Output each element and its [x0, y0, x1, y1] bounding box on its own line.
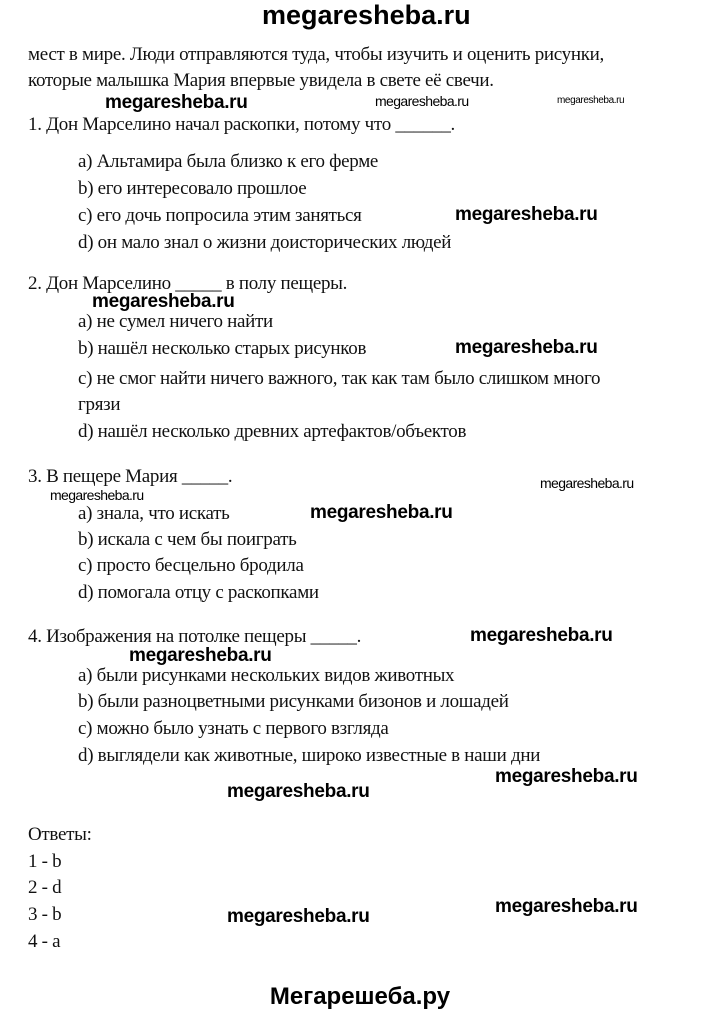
question-3: 3. В пещере Мария _____.: [28, 466, 233, 487]
option-1d: d) он мало знал о жизни доисторических людей: [78, 232, 452, 253]
answer-3: 3 - b: [28, 904, 62, 925]
intro-line: мест в мире. Люди отправляются туда, чтобы изучить и оценить рисунки,: [28, 44, 604, 65]
option-4b: b) были разноцветными рисунками бизонов и лошадей: [78, 691, 509, 712]
answer-1: 1 - b: [28, 851, 62, 872]
watermark: megaresheba.ru: [495, 766, 638, 787]
option-2c: c) не смог найти ничего важного, так как там было слишком много: [78, 368, 601, 389]
watermark: megaresheba.ru: [50, 487, 144, 503]
watermark: megaresheba.ru: [375, 93, 469, 109]
watermark: megaresheba.ru: [455, 204, 598, 225]
watermark: megaresheba.ru: [455, 337, 598, 358]
option-3d: d) помогала отцу с раскопками: [78, 582, 319, 603]
watermark: megaresheba.ru: [495, 896, 638, 917]
option-1c: c) его дочь попросила этим заняться: [78, 205, 362, 226]
option-4d: d) выглядели как животные, широко известные в наши дни: [78, 745, 541, 766]
option-3b: b) искала с чем бы поиграть: [78, 529, 297, 550]
watermark: megaresheba.ru: [227, 906, 370, 927]
intro-line: которые малышка Мария впервые увидела в свете её свечи.: [28, 70, 494, 91]
footer-title: Мегарешеба.ру: [269, 983, 451, 1010]
option-2a: a) не сумел ничего найти: [78, 311, 273, 332]
question-4: 4. Изображения на потолке пещеры _____.: [28, 626, 362, 647]
watermark: megaresheba.ru: [105, 92, 248, 113]
option-1b: b) его интересовало прошлое: [78, 178, 307, 199]
watermark: megaresheba.ru: [540, 475, 634, 491]
watermark: megaresheba.ru: [470, 625, 613, 646]
option-3c: c) просто бесцельно бродила: [78, 555, 304, 576]
watermark-header: megaresheba.ru: [262, 0, 471, 30]
watermark: megaresheba.ru: [557, 95, 625, 106]
watermark: megaresheba.ru: [227, 781, 370, 802]
watermark: megaresheba.ru: [129, 645, 272, 666]
option-2c-continued: грязи: [78, 394, 121, 415]
watermark: megaresheba.ru: [310, 502, 453, 523]
option-3a: a) знала, что искать: [78, 503, 230, 524]
option-2b: b) нашёл несколько старых рисунков: [78, 338, 367, 359]
answer-4: 4 - a: [28, 931, 61, 952]
question-2: 2. Дон Марселино _____ в полу пещеры.: [28, 273, 348, 294]
option-2d: d) нашёл несколько древних артефактов/объектов: [78, 421, 467, 442]
answer-2: 2 - d: [28, 877, 62, 898]
question-1: 1. Дон Марселино начал раскопки, потому что ______.: [28, 114, 455, 135]
answers-title: Ответы:: [28, 824, 92, 845]
option-4c: c) можно было узнать с первого взгляда: [78, 718, 389, 739]
option-4a: a) были рисунками нескольких видов животных: [78, 665, 455, 686]
option-1a: a) Альтамира была близко к его ферме: [78, 151, 379, 172]
watermark: megaresheba.ru: [92, 291, 235, 312]
